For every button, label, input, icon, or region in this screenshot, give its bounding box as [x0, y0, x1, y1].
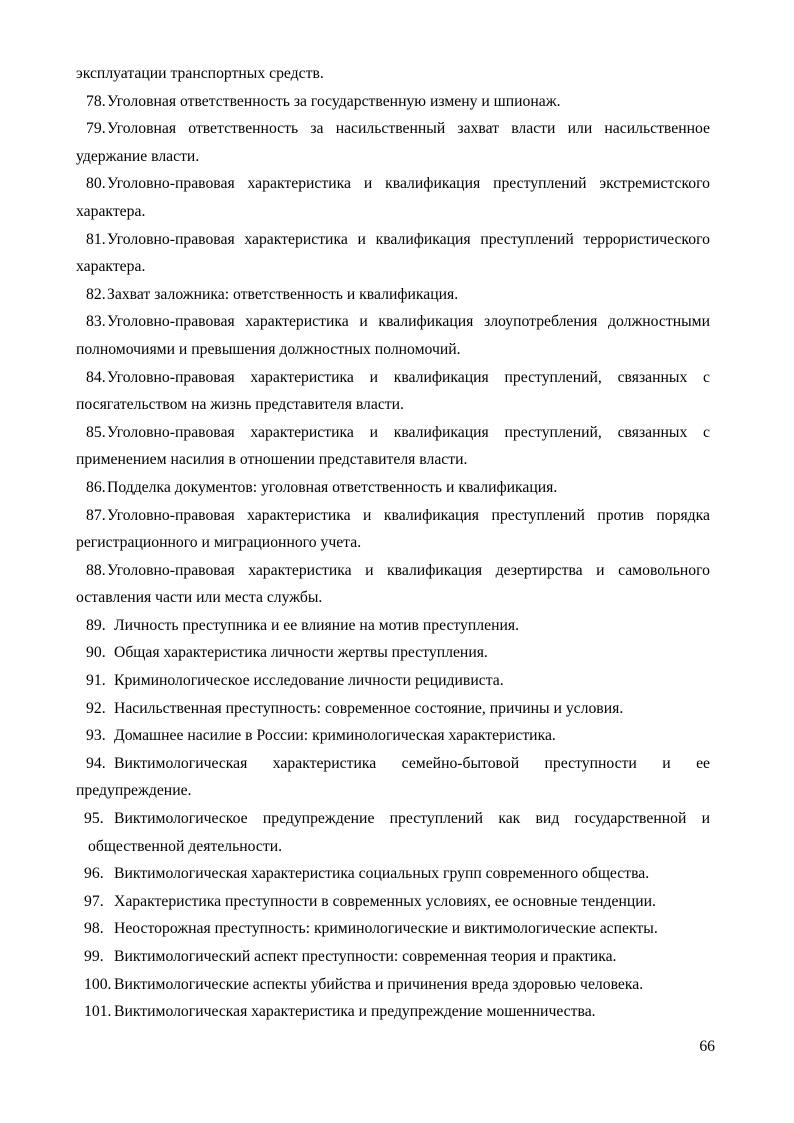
- item-number: 101.: [84, 1003, 112, 1021]
- list-item: [76, 998, 710, 1026]
- list-item: [76, 750, 710, 805]
- list-item: [76, 60, 710, 88]
- item-number: 86.: [86, 478, 106, 496]
- item-text: Криминологическое исследование личности рецидивиста.: [114, 672, 504, 690]
- list-item: [76, 722, 710, 750]
- item-number: 87.: [86, 506, 106, 524]
- item-text: применением насилия в отношении представителя власти.: [76, 451, 468, 469]
- item-first-line: [76, 170, 710, 198]
- item-text: Уголовно-правовая характеристика и квалификация преступлений, связанных с: [107, 368, 710, 386]
- item-number: 100.: [84, 975, 112, 993]
- item-wrap-line: [76, 777, 710, 805]
- list-item: [76, 695, 710, 723]
- document-list: [76, 60, 710, 1026]
- item-text: Уголовно-правовая характеристика и квалификация преступлений экстремистского: [107, 175, 710, 193]
- list-item: [76, 805, 710, 860]
- list-item: [76, 308, 710, 363]
- item-text: Общая характеристика личности жертвы преступления.: [114, 644, 488, 662]
- item-number: 82.: [86, 285, 106, 303]
- item-text: Уголовно-правовая характеристика и квалификация преступлений, связанных с: [107, 423, 710, 441]
- item-first-line: [76, 419, 710, 447]
- item-text: Уголовно-правовая характеристика и квалификация преступлений против порядка: [107, 506, 710, 524]
- item-text: Неосторожная преступность: криминологические и виктимологические аспекты.: [114, 920, 658, 938]
- item-first-line: [76, 998, 710, 1026]
- list-item: [76, 639, 710, 667]
- item-text: характера.: [76, 202, 146, 220]
- item-text: Виктимологическая характеристика и предупреждение мошенничества.: [114, 1003, 596, 1021]
- item-text: характера.: [76, 258, 146, 276]
- item-number: 92.: [86, 699, 106, 717]
- item-number: 89.: [86, 616, 106, 634]
- item-text: Личность преступника и ее влияние на мотив преступления.: [114, 616, 520, 634]
- item-text: Уголовная ответственность за насильственный захват власти или насильственное: [107, 120, 710, 138]
- list-item: [76, 915, 710, 943]
- item-wrap-line: [76, 391, 710, 419]
- item-text: Уголовно-правовая характеристика и квалификация преступлений террористического: [107, 230, 710, 248]
- item-number: 88.: [86, 561, 106, 579]
- item-number: 93.: [86, 727, 106, 745]
- list-item: [76, 557, 710, 612]
- page-number: 66: [699, 1038, 715, 1055]
- item-text: Уголовно-правовая характеристика и квалификация злоупотребления должностными: [107, 313, 710, 331]
- item-number: 94.: [86, 754, 106, 772]
- item-text: посягательством на жизнь представителя власти.: [76, 396, 404, 414]
- item-first-line: [76, 639, 710, 667]
- item-text: Характеристика преступности в современных условиях, ее основные тенденции.: [114, 892, 656, 910]
- item-text: предупреждение.: [76, 782, 192, 800]
- item-first-line: [76, 502, 710, 530]
- item-wrap-line: [76, 529, 710, 557]
- item-number: 79.: [86, 120, 106, 138]
- item-first-line: [76, 667, 710, 695]
- item-first-line: [76, 943, 710, 971]
- item-text: Виктимологический аспект преступности: современная теория и практика.: [114, 948, 617, 965]
- list-item: [76, 502, 710, 557]
- item-text: регистрационного и миграционного учета.: [76, 534, 362, 552]
- item-number: 90.: [86, 644, 106, 662]
- item-number: 97.: [84, 892, 104, 910]
- item-text: Виктимологическая характеристика семейно-бытовой преступности и ее: [114, 754, 710, 772]
- item-first-line: [76, 722, 710, 750]
- item-text: Виктимологическое предупреждение преступлений как вид государственной и: [114, 810, 710, 828]
- list-item: [76, 115, 710, 170]
- list-item: [76, 226, 710, 281]
- item-first-line: [76, 888, 710, 916]
- item-first-line: [76, 308, 710, 336]
- item-text: Подделка документов: уголовная ответственность и квалификация.: [107, 478, 558, 496]
- item-wrap-line: [76, 198, 710, 226]
- item-text: Уголовно-правовая характеристика и квалификация дезертирства и самовольного: [107, 561, 710, 579]
- list-item: [76, 170, 710, 225]
- item-first-line: [76, 474, 710, 502]
- item-wrap-line: [76, 584, 710, 612]
- item-first-line: [76, 750, 710, 778]
- item-number: 78.: [86, 92, 106, 110]
- item-first-line: [76, 971, 710, 999]
- item-number: 83.: [86, 313, 106, 331]
- item-text: Уголовная ответственность за государственную измену и шпионаж.: [107, 92, 561, 110]
- list-item: [76, 88, 710, 116]
- item-wrap-line: [76, 253, 710, 281]
- item-first-line: [76, 115, 710, 143]
- item-wrap-line: [76, 446, 710, 474]
- item-wrap-line: [76, 833, 710, 861]
- item-first-line: [76, 612, 710, 640]
- item-number: 85.: [86, 423, 106, 441]
- item-text: полномочиями и превышения должностных полномочий.: [76, 340, 461, 358]
- list-item: [76, 419, 710, 474]
- list-item: [76, 860, 710, 888]
- item-text: Захват заложника: ответственность и квалификация.: [107, 285, 459, 303]
- item-wrap-line: [76, 336, 710, 364]
- item-number: 98.: [84, 920, 104, 938]
- item-text: Насильственная преступность: современное состояние, причины и условия.: [114, 699, 624, 717]
- item-number: 91.: [86, 672, 106, 690]
- item-text: удержание власти.: [76, 147, 200, 165]
- item-number: 99.: [84, 948, 104, 965]
- item-number: 95.: [84, 810, 104, 828]
- item-first-line: [76, 364, 710, 392]
- item-first-line: [76, 860, 710, 888]
- item-first-line: [76, 695, 710, 723]
- item-text: общественной деятельности.: [88, 837, 283, 855]
- item-first-line: [76, 60, 710, 88]
- item-number: 81.: [86, 230, 106, 248]
- list-item: [76, 281, 710, 309]
- list-item: [76, 667, 710, 695]
- list-item: [76, 364, 710, 419]
- list-item: [76, 943, 710, 971]
- list-item: [76, 971, 710, 999]
- item-text: эксплуатации транспортных средств.: [76, 65, 324, 82]
- item-first-line: [76, 88, 710, 116]
- item-text: Виктимологические аспекты убийства и причинения вреда здоровью человека.: [114, 975, 644, 993]
- item-number: 84.: [86, 368, 106, 386]
- list-item: [76, 612, 710, 640]
- list-item: [76, 888, 710, 916]
- item-first-line: [76, 226, 710, 254]
- item-wrap-line: [76, 143, 710, 171]
- item-text: Виктимологическая характеристика социальных групп современного общества.: [114, 865, 650, 883]
- item-number: 96.: [84, 865, 104, 883]
- item-text: Домашнее насилие в России: криминологическая характеристика.: [114, 727, 556, 745]
- list-item: [76, 474, 710, 502]
- item-first-line: [76, 915, 710, 943]
- item-number: 80.: [86, 175, 106, 193]
- item-text: оставления части или места службы.: [76, 589, 323, 607]
- item-first-line: [76, 281, 710, 309]
- item-first-line: [76, 805, 710, 833]
- item-first-line: [76, 557, 710, 585]
